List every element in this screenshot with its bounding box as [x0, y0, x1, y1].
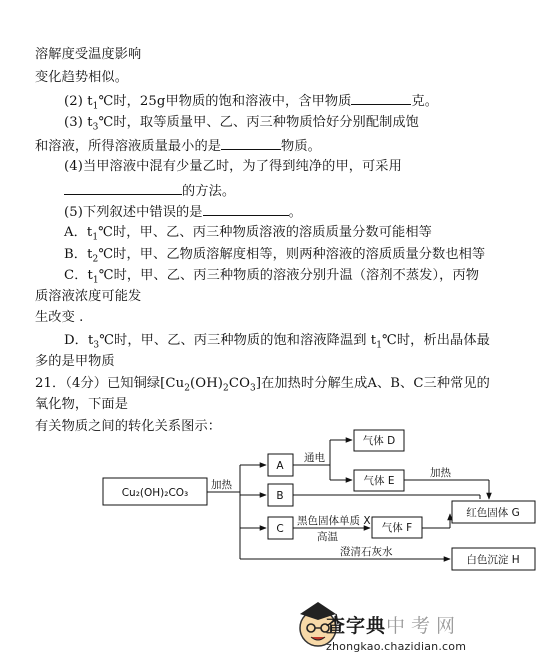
question-21: 21．（4分）已知铜绿$[Cu_2(OH)_2CO_3]$在加热时分解生成A、B、C三种常见的 [35, 376, 490, 394]
limewater-label: 澄清石灰水 [340, 546, 393, 558]
question-4: (4)当甲溶液中混有少量乙时，为了得到纯净的甲，可采用 [64, 159, 402, 174]
option-b: B．$t_2℃$时，甲、乙物质溶解度相等，则两种溶液的溶质质量分数也相等 [64, 247, 486, 265]
text-line-2: 变化趋势相似。 [35, 70, 129, 85]
question-4-cont: 的方法。 [64, 182, 235, 200]
question-21-cont: 氧化物，下面是 [35, 397, 129, 412]
option-c-cont2: 生改变 . [35, 310, 84, 325]
label-a: A [276, 460, 284, 472]
black-solid-label: 黑色固体单质 X [297, 515, 371, 527]
option-c-cont: 质溶液浓度可能发 [35, 289, 142, 304]
heat-label-2: 加热 [430, 467, 451, 479]
logo-title: 查字典中考网 [326, 615, 462, 637]
question-2: (2) $t_1℃$时，25g甲物质的饱和溶液中，含甲物质 克。 [64, 94, 439, 112]
option-a: A．$t_1℃$时，甲、乙、丙三种物质溶液的溶质质量分数可能相等 [64, 225, 432, 243]
site-logo[interactable] [326, 611, 466, 653]
gas-d-label: 气体 D [362, 435, 396, 447]
gas-f-label: 气体 F [381, 522, 413, 534]
high-temp-label: 高温 [317, 531, 338, 543]
electrify-label: 通电 [304, 452, 325, 464]
logo-url: zhongkao.chazidian.com [326, 640, 467, 653]
question-3: (3) $t_3℃$时，取等质量甲、乙、丙三种物质恰好分别配制成饱 [64, 115, 419, 133]
heat-label-1: 加热 [211, 479, 232, 491]
white-ppt-label: 白色沉淀 H [466, 554, 520, 566]
label-c: C [276, 523, 284, 535]
option-d-cont: 多的是甲物质 [35, 354, 115, 369]
option-d: D．$t_3℃$时，甲、乙、丙三种物质的饱和溶液降温到 $t_1℃$时，析出晶体最 [64, 333, 490, 351]
label-b: B [276, 490, 284, 502]
option-c: C．$t_1℃$时，甲、乙、丙三种物质的溶液分别升温（溶剂不蒸发），丙物 [64, 268, 480, 286]
question-3-cont: 和溶液，所得溶液质量最小的是 物质。 [35, 139, 321, 154]
red-solid-label: 红色固体 G [466, 507, 520, 519]
text-line-1: 溶解度受温度影响 [35, 47, 142, 62]
start-compound-label: Cu₂(OH)₂CO₃ [121, 487, 189, 499]
question-5: (5)下列叙述中错误的是 。 [64, 205, 302, 220]
question-21-cont2: 有关物质之间的转化关系图示： [35, 419, 222, 434]
gas-e-label: 气体 E [363, 475, 395, 487]
